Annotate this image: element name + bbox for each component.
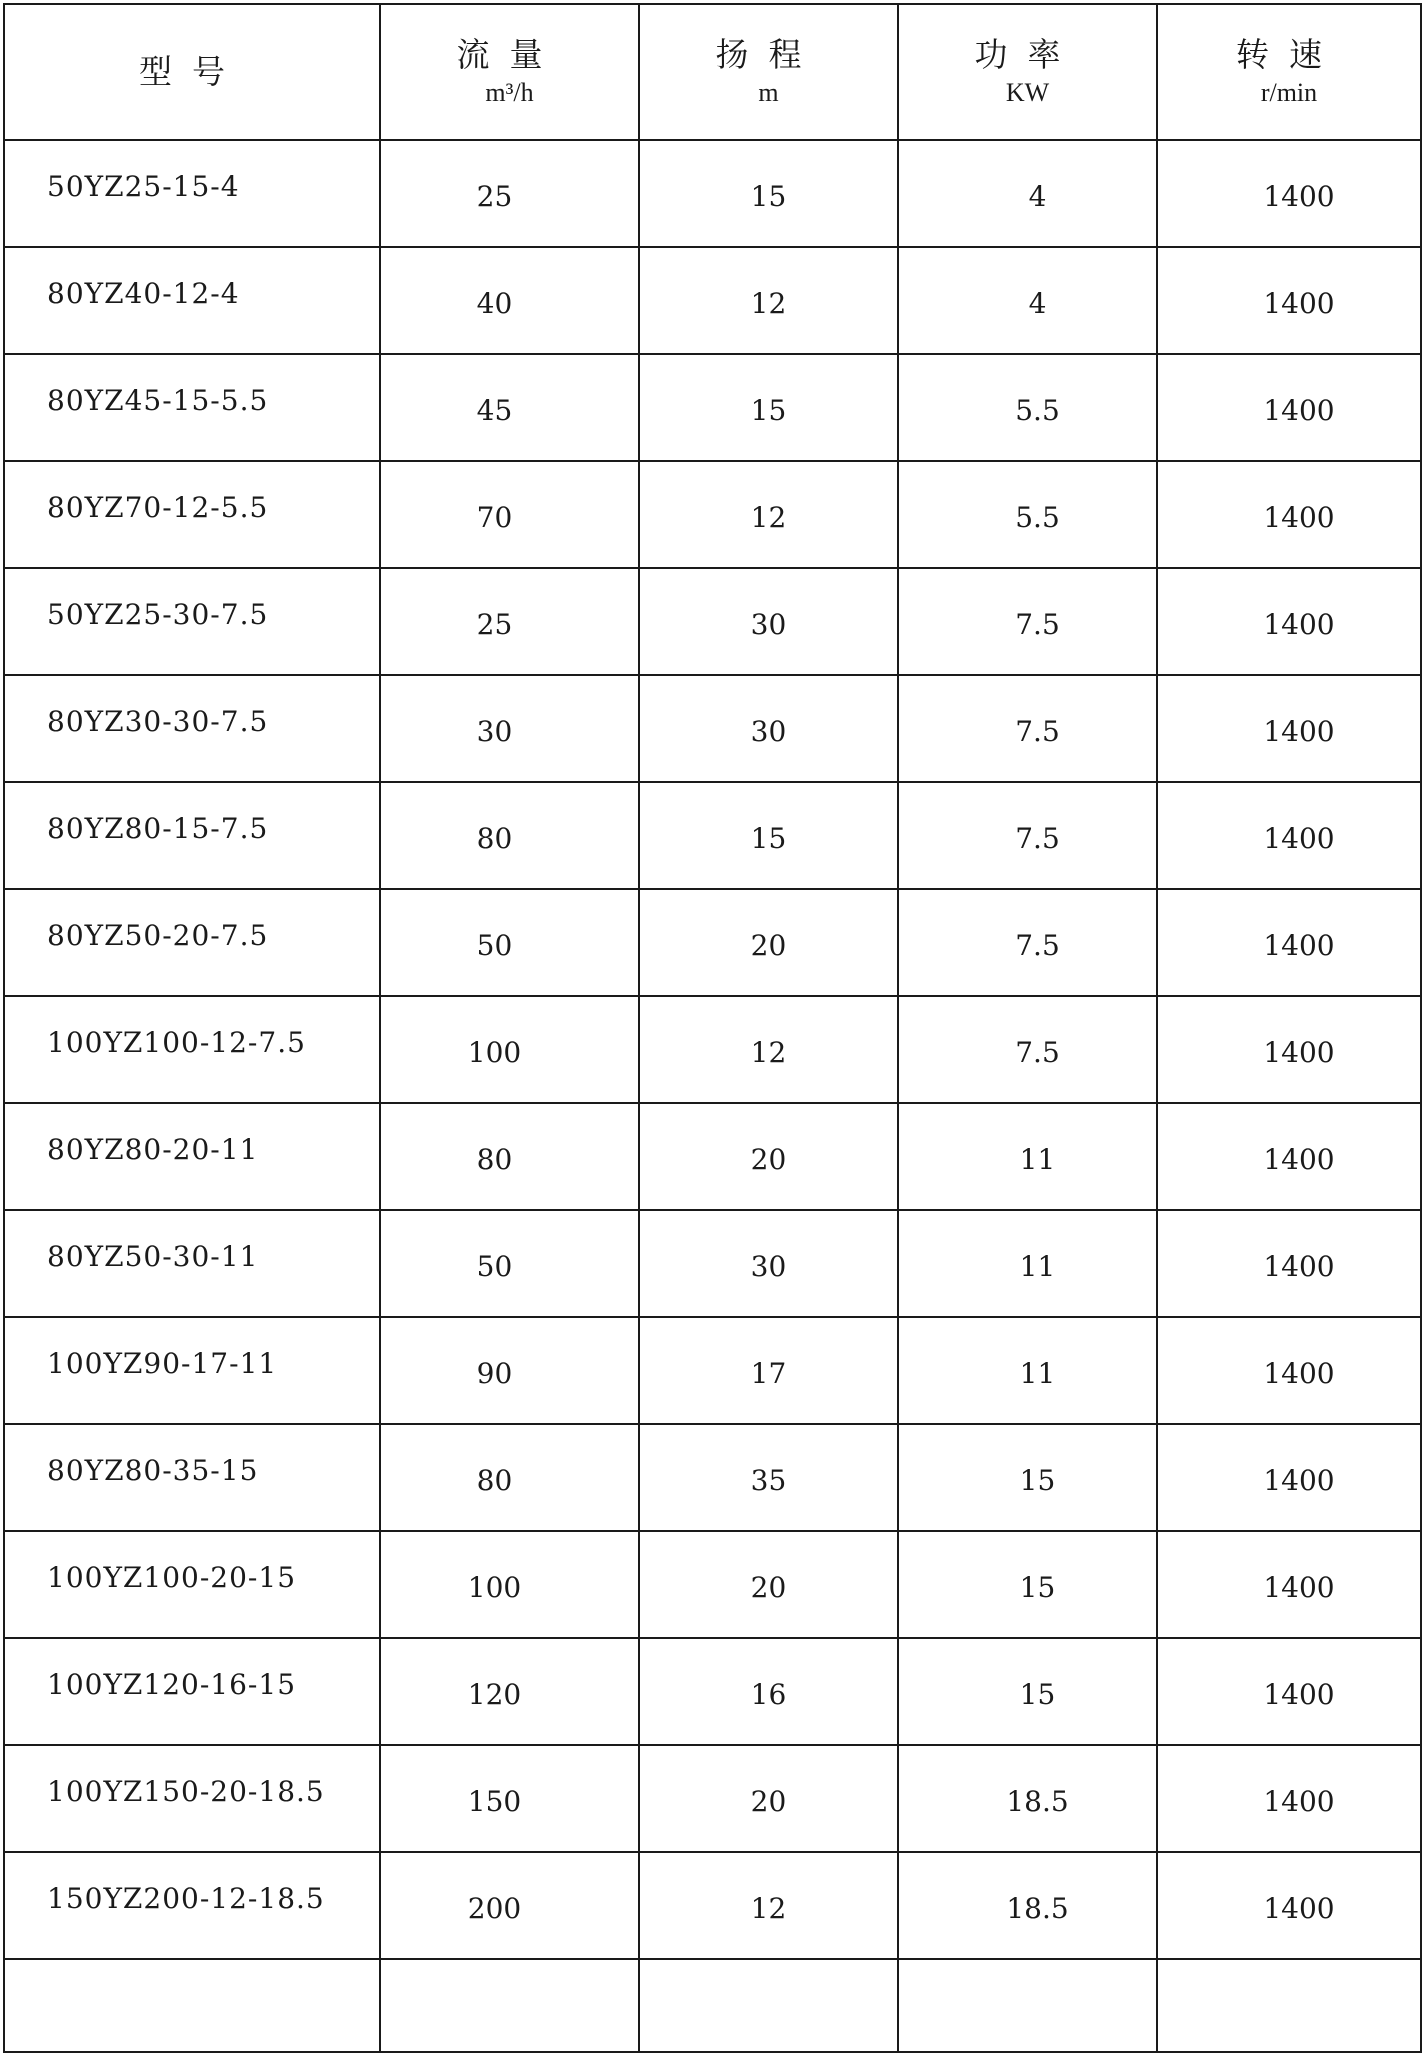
cell-power: 15 — [898, 1638, 1157, 1745]
cell-speed: 1400 — [1157, 247, 1421, 354]
cell-model: 80YZ40-12-4 — [4, 247, 380, 354]
empty-cell — [4, 1959, 380, 2052]
header-head — [639, 4, 898, 140]
cell-speed: 1400 — [1157, 996, 1421, 1103]
cell-head: 12 — [639, 247, 898, 354]
cell-power: 4 — [898, 247, 1157, 354]
header-model — [4, 4, 380, 140]
cell-flow: 50 — [380, 889, 639, 996]
empty-cell — [380, 1959, 639, 2052]
cell-power: 7.5 — [898, 675, 1157, 782]
cell-model: 100YZ90-17-11 — [4, 1317, 380, 1424]
table-row — [4, 461, 1421, 568]
table-row — [4, 354, 1421, 461]
cell-flow: 30 — [380, 675, 639, 782]
header-power — [898, 4, 1157, 140]
cell-power: 15 — [898, 1424, 1157, 1531]
cell-flow: 80 — [380, 1424, 639, 1531]
cell-head: 30 — [639, 1210, 898, 1317]
header-flow-unit: m³/h — [485, 78, 534, 107]
cell-model: 150YZ200-12-18.5 — [4, 1852, 380, 1959]
cell-power: 7.5 — [898, 782, 1157, 889]
cell-speed: 1400 — [1157, 1103, 1421, 1210]
table-row — [4, 1745, 1421, 1852]
cell-head: 15 — [639, 354, 898, 461]
cell-flow: 80 — [380, 1103, 639, 1210]
cell-power: 15 — [898, 1531, 1157, 1638]
cell-speed: 1400 — [1157, 354, 1421, 461]
cell-flow: 25 — [380, 568, 639, 675]
cell-speed: 1400 — [1157, 1317, 1421, 1424]
cell-model: 80YZ80-15-7.5 — [4, 782, 380, 889]
table-row — [4, 1531, 1421, 1638]
cell-model: 50YZ25-15-4 — [4, 140, 380, 247]
cell-speed: 1400 — [1157, 1852, 1421, 1959]
cell-speed: 1400 — [1157, 461, 1421, 568]
cell-speed: 1400 — [1157, 1210, 1421, 1317]
empty-cell — [898, 1959, 1157, 2052]
cell-model: 80YZ80-20-11 — [4, 1103, 380, 1210]
table-row — [4, 1103, 1421, 1210]
header-power-title: 功率 — [974, 35, 1081, 74]
cell-power: 11 — [898, 1103, 1157, 1210]
cell-speed: 1400 — [1157, 1424, 1421, 1531]
cell-power: 4 — [898, 140, 1157, 247]
pump-spec-sheet — [3, 3, 1420, 1925]
cell-model: 80YZ50-30-11 — [4, 1210, 380, 1317]
cell-head: 15 — [639, 140, 898, 247]
table-row — [4, 1317, 1421, 1424]
cell-flow: 150 — [380, 1745, 639, 1852]
cell-head: 12 — [639, 1852, 898, 1959]
cell-flow: 80 — [380, 782, 639, 889]
cell-head: 15 — [639, 782, 898, 889]
table-row — [4, 1210, 1421, 1317]
pump-spec-table — [3, 3, 1422, 2053]
cell-model: 80YZ45-15-5.5 — [4, 354, 380, 461]
cell-power: 7.5 — [898, 996, 1157, 1103]
empty-row — [4, 1959, 1421, 2052]
cell-head: 20 — [639, 1745, 898, 1852]
table-body — [4, 140, 1421, 2052]
cell-head: 30 — [639, 675, 898, 782]
cell-speed: 1400 — [1157, 782, 1421, 889]
empty-cell — [1157, 1959, 1421, 2052]
header-speed-title: 转速 — [1236, 35, 1342, 74]
cell-model: 100YZ150-20-18.5 — [4, 1745, 380, 1852]
table-row — [4, 1852, 1421, 1959]
cell-power: 5.5 — [898, 354, 1157, 461]
table-row — [4, 1638, 1421, 1745]
cell-head: 20 — [639, 889, 898, 996]
table-row — [4, 889, 1421, 996]
table-row — [4, 568, 1421, 675]
header-flow-title: 流量 — [456, 35, 563, 74]
cell-power: 7.5 — [898, 889, 1157, 996]
cell-model: 80YZ50-20-7.5 — [4, 889, 380, 996]
cell-model: 50YZ25-30-7.5 — [4, 568, 380, 675]
header-power-unit: KW — [1005, 78, 1050, 107]
table-row — [4, 996, 1421, 1103]
cell-speed: 1400 — [1157, 675, 1421, 782]
cell-speed: 1400 — [1157, 1745, 1421, 1852]
cell-head: 12 — [639, 996, 898, 1103]
cell-speed: 1400 — [1157, 568, 1421, 675]
cell-flow: 100 — [380, 996, 639, 1103]
cell-model: 80YZ80-35-15 — [4, 1424, 380, 1531]
cell-head: 12 — [639, 461, 898, 568]
header-flow — [380, 4, 639, 140]
cell-power: 5.5 — [898, 461, 1157, 568]
cell-power: 11 — [898, 1317, 1157, 1424]
cell-flow: 25 — [380, 140, 639, 247]
cell-speed: 1400 — [1157, 1638, 1421, 1745]
cell-flow: 50 — [380, 1210, 639, 1317]
cell-model: 80YZ30-30-7.5 — [4, 675, 380, 782]
table-row — [4, 247, 1421, 354]
cell-power: 7.5 — [898, 568, 1157, 675]
cell-head: 16 — [639, 1638, 898, 1745]
cell-speed: 1400 — [1157, 889, 1421, 996]
cell-flow: 200 — [380, 1852, 639, 1959]
cell-model: 100YZ100-20-15 — [4, 1531, 380, 1638]
cell-flow: 100 — [380, 1531, 639, 1638]
empty-cell — [639, 1959, 898, 2052]
header-speed-unit: r/min — [1260, 78, 1318, 107]
header-head-unit: m — [758, 78, 779, 107]
table-row — [4, 782, 1421, 889]
cell-speed: 1400 — [1157, 140, 1421, 247]
cell-model: 100YZ100-12-7.5 — [4, 996, 380, 1103]
header-model-title: 型号 — [139, 52, 245, 91]
cell-power: 18.5 — [898, 1852, 1157, 1959]
cell-head: 20 — [639, 1103, 898, 1210]
cell-power: 11 — [898, 1210, 1157, 1317]
cell-power: 18.5 — [898, 1745, 1157, 1852]
cell-head: 20 — [639, 1531, 898, 1638]
table-row — [4, 675, 1421, 782]
header-speed — [1157, 4, 1421, 140]
cell-model: 80YZ70-12-5.5 — [4, 461, 380, 568]
cell-speed: 1400 — [1157, 1531, 1421, 1638]
cell-model: 100YZ120-16-15 — [4, 1638, 380, 1745]
cell-head: 35 — [639, 1424, 898, 1531]
table-row — [4, 1424, 1421, 1531]
header-head-title: 扬程 — [715, 35, 822, 74]
cell-flow: 120 — [380, 1638, 639, 1745]
header-row — [4, 4, 1421, 140]
cell-flow: 90 — [380, 1317, 639, 1424]
cell-flow: 40 — [380, 247, 639, 354]
cell-head: 17 — [639, 1317, 898, 1424]
cell-flow: 45 — [380, 354, 639, 461]
cell-head: 30 — [639, 568, 898, 675]
table-row — [4, 140, 1421, 247]
cell-flow: 70 — [380, 461, 639, 568]
